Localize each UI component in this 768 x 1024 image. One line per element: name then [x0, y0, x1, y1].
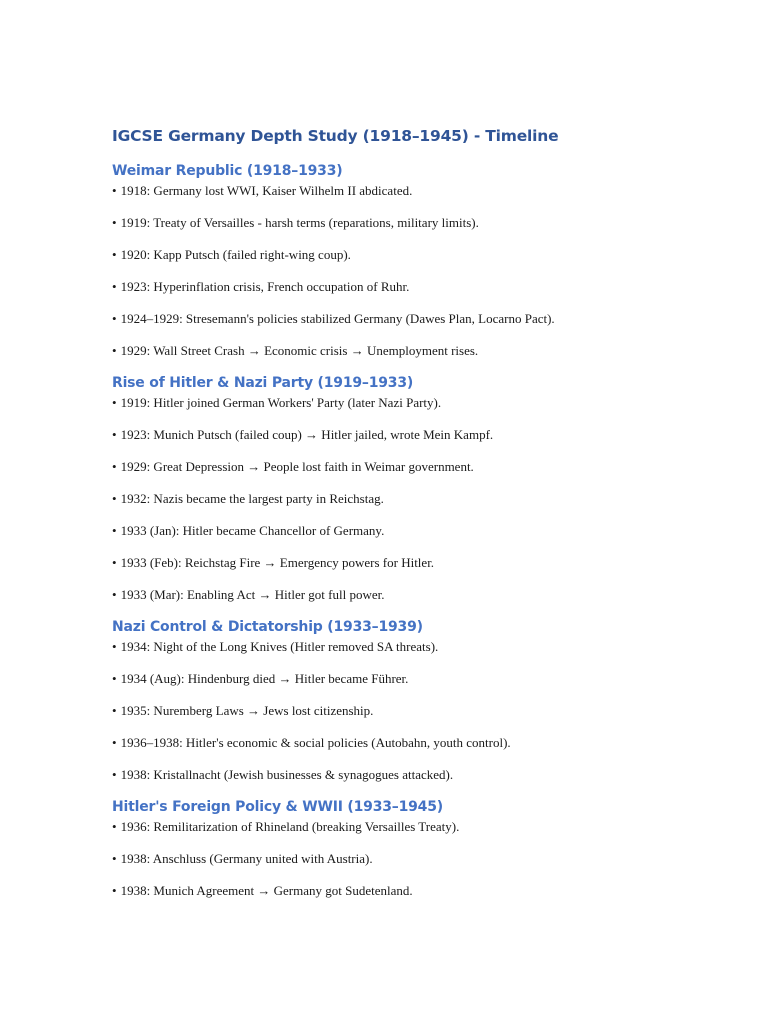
list-item: • 1924–1929: Stresemann's policies stabilized Germany (Dawes Plan, Locarno Pact). [112, 311, 555, 326]
bullet-icon: • [112, 639, 117, 654]
section-weimar-republic [112, 160, 732, 360]
section-heading: Nazi Control & Dictatorship (1933–1939) [112, 619, 423, 635]
bullet-icon: • [112, 311, 117, 326]
list-item: • 1935: Nuremberg Laws → Jews lost citizenship. [112, 703, 374, 718]
bullet-icon: • [112, 703, 117, 718]
document-title: IGCSE Germany Depth Study (1918–1945) - Timeline [112, 127, 559, 145]
section-foreign-policy [112, 796, 732, 900]
list-item: • 1934 (Aug): Hindenburg died → Hitler became Führer. [112, 671, 409, 686]
list-item: • 1933 (Mar): Enabling Act → Hitler got full power. [112, 587, 385, 602]
bullet-icon: • [112, 523, 117, 538]
list-item: • 1936–1938: Hitler's economic & social policies (Autobahn, youth control). [112, 735, 511, 750]
bullet-icon: • [112, 395, 117, 410]
bullet-icon: • [112, 491, 117, 506]
list-item: • 1929: Wall Street Crash → Economic crisis → Unemployment rises. [112, 343, 479, 358]
list-item: • 1920: Kapp Putsch (failed right-wing coup). [112, 247, 351, 262]
bullet-icon: • [112, 215, 117, 230]
list-item: • 1923: Hyperinflation crisis, French occupation of Ruhr. [112, 279, 410, 294]
document-page [112, 124, 732, 912]
bullet-icon: • [112, 459, 117, 474]
list-item: • 1936: Remilitarization of Rhineland (breaking Versailles Treaty). [112, 819, 460, 834]
bullet-icon: • [112, 735, 117, 750]
list-item: • 1918: Germany lost WWI, Kaiser Wilhelm II abdicated. [112, 183, 413, 198]
bullet-icon: • [112, 279, 117, 294]
list-item: • 1938: Munich Agreement → Germany got Sudetenland. [112, 883, 413, 898]
section-heading: Rise of Hitler & Nazi Party (1919–1933) [112, 375, 414, 391]
list-item: • 1919: Hitler joined German Workers' Party (later Nazi Party). [112, 395, 442, 410]
list-item: • 1932: Nazis became the largest party in Reichstag. [112, 491, 384, 506]
list-item: • 1938: Kristallnacht (Jewish businesses & synagogues attacked). [112, 767, 454, 782]
section-heading: Weimar Republic (1918–1933) [112, 163, 343, 179]
list-item: • 1933 (Feb): Reichstag Fire → Emergency powers for Hitler. [112, 555, 435, 570]
bullet-icon: • [112, 247, 117, 262]
list-item: • 1933 (Jan): Hitler became Chancellor of Germany. [112, 523, 385, 538]
list-item: • 1938: Anschluss (Germany united with Austria). [112, 851, 373, 866]
bullet-icon: • [112, 587, 117, 602]
bullet-icon: • [112, 343, 117, 358]
section-nazi-control [112, 616, 732, 784]
bullet-icon: • [112, 183, 117, 198]
bullet-icon: • [112, 819, 117, 834]
bullet-icon: • [112, 671, 117, 686]
section-heading: Hitler's Foreign Policy & WWII (1933–1945) [112, 799, 443, 815]
list-item: • 1929: Great Depression → People lost faith in Weimar government. [112, 459, 474, 474]
bullet-icon: • [112, 767, 117, 782]
bullet-icon: • [112, 555, 117, 570]
list-item: • 1919: Treaty of Versailles - harsh terms (reparations, military limits). [112, 215, 479, 230]
bullet-icon: • [112, 851, 117, 866]
bullet-icon: • [112, 883, 117, 898]
list-item: • 1934: Night of the Long Knives (Hitler removed SA threats). [112, 639, 439, 654]
list-item: • 1923: Munich Putsch (failed coup) → Hitler jailed, wrote Mein Kampf. [112, 427, 494, 442]
section-rise-of-hitler [112, 372, 732, 604]
bullet-icon: • [112, 427, 117, 442]
